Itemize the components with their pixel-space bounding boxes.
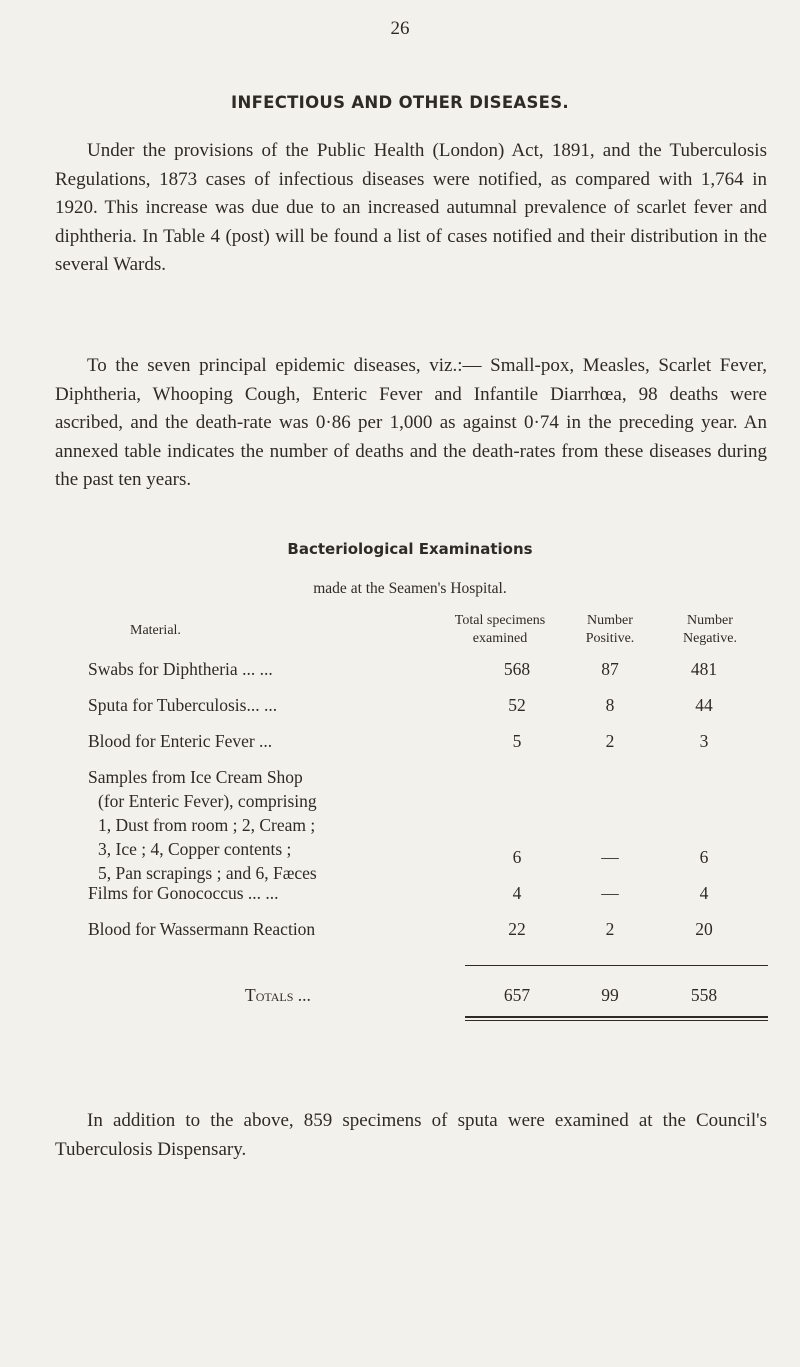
table-cell-total: 4	[512, 883, 522, 903]
table-cell-total: 22	[508, 919, 526, 939]
totals-bottom-rule-2	[465, 1020, 768, 1021]
table-cell-positive: —	[601, 883, 619, 903]
page-heading: INFECTIOUS AND OTHER DISEASES.	[231, 93, 569, 112]
totals-negative: 558	[690, 985, 718, 1005]
page-number: 26	[390, 18, 410, 39]
header-total	[420, 612, 580, 648]
header-total-line1: Total specimens	[454, 613, 546, 628]
totals-top-rule	[465, 965, 768, 966]
table-title: Bacteriological Examinations	[287, 540, 533, 558]
table-cell-positive: 8	[605, 695, 615, 715]
header-negative	[660, 612, 760, 648]
header-positive-line2: Positive.	[585, 631, 635, 646]
totals-positive: 99	[601, 985, 619, 1005]
totals-total: 657	[503, 985, 531, 1005]
header-material: Material.	[130, 623, 181, 638]
table-cell-total: 6	[512, 847, 522, 867]
table-cell-negative: 20	[695, 919, 713, 939]
table-cell-negative: 3	[699, 731, 709, 751]
table-row-label: Blood for Wassermann Reaction	[88, 919, 316, 939]
header-total-line2: examined	[472, 631, 528, 646]
paragraph-notifications: Under the provisions of the Public Health (London) Act, 1891, and the Tuberculosis Regulations, 1873 cases of infectious diseases were notified, as compared with 1,764 in 1920. This increase was due due to an increased autumnal prevalence of scarlet fever and diphtheria. In Table 4 (post) will be found a list of cases notified and their distribution in the several Wards.	[55, 140, 767, 275]
table-cell-total: 5	[512, 731, 522, 751]
label-line: (for Enteric Fever), comprising	[98, 791, 317, 811]
table-row-label: Sputa for Tuberculosis... ...	[88, 695, 278, 715]
table-row-label: Films for Gonococcus ... ...	[88, 883, 279, 903]
table-row-label: Blood for Enteric Fever ...	[88, 731, 273, 751]
paragraph-epidemic-diseases: To the seven principal epidemic diseases, viz.:— Small-pox, Measles, Scarlet Fever, Diphtheria, Whooping Cough, Enteric Fever and Infantile Diarrhœa, 98 deaths were ascribed, and the death-rate was 0·86 per 1,000 as against 0·74 in the preceding year. An annexed table indicates the number of deaths and the death-rates from these diseases during the past ten years.	[55, 355, 767, 490]
label-line: 1, Dust from room ; 2, Cream ;	[98, 815, 316, 835]
totals-label: Totals ...	[245, 985, 311, 1005]
header-positive-line1: Number	[587, 613, 633, 628]
header-negative-line1: Number	[687, 613, 733, 628]
label-line: 3, Ice ; 4, Copper contents ;	[98, 839, 292, 859]
table-cell-negative: 481	[690, 659, 718, 679]
header-negative-line2: Negative.	[682, 631, 738, 646]
table-cell-positive: 87	[601, 659, 619, 679]
table-row-label: Swabs for Diphtheria ... ...	[88, 659, 273, 679]
table-cell-positive: 2	[605, 731, 615, 751]
table-cell-negative: 4	[699, 883, 709, 903]
table-cell-negative: 44	[695, 695, 713, 715]
table-subtitle: made at the Seamen's Hospital.	[313, 580, 507, 597]
table-cell-positive: —	[601, 847, 619, 867]
label-line: Samples from Ice Cream Shop	[88, 767, 303, 787]
table-row-label-ice-cream	[88, 765, 433, 885]
table-cell-total: 52	[508, 695, 526, 715]
table-cell-positive: 2	[605, 919, 615, 939]
totals-bottom-rule	[465, 1016, 768, 1018]
label-line: 5, Pan scrapings ; and 6, Fæces	[98, 863, 317, 883]
paragraph-dispensary: In addition to the above, 859 specimens of sputa were examined at the Council's Tuberculosis Dispensary.	[55, 1110, 767, 1160]
header-positive	[565, 612, 655, 648]
table-cell-negative: 6	[699, 847, 709, 867]
table-cell-total: 568	[503, 659, 531, 679]
